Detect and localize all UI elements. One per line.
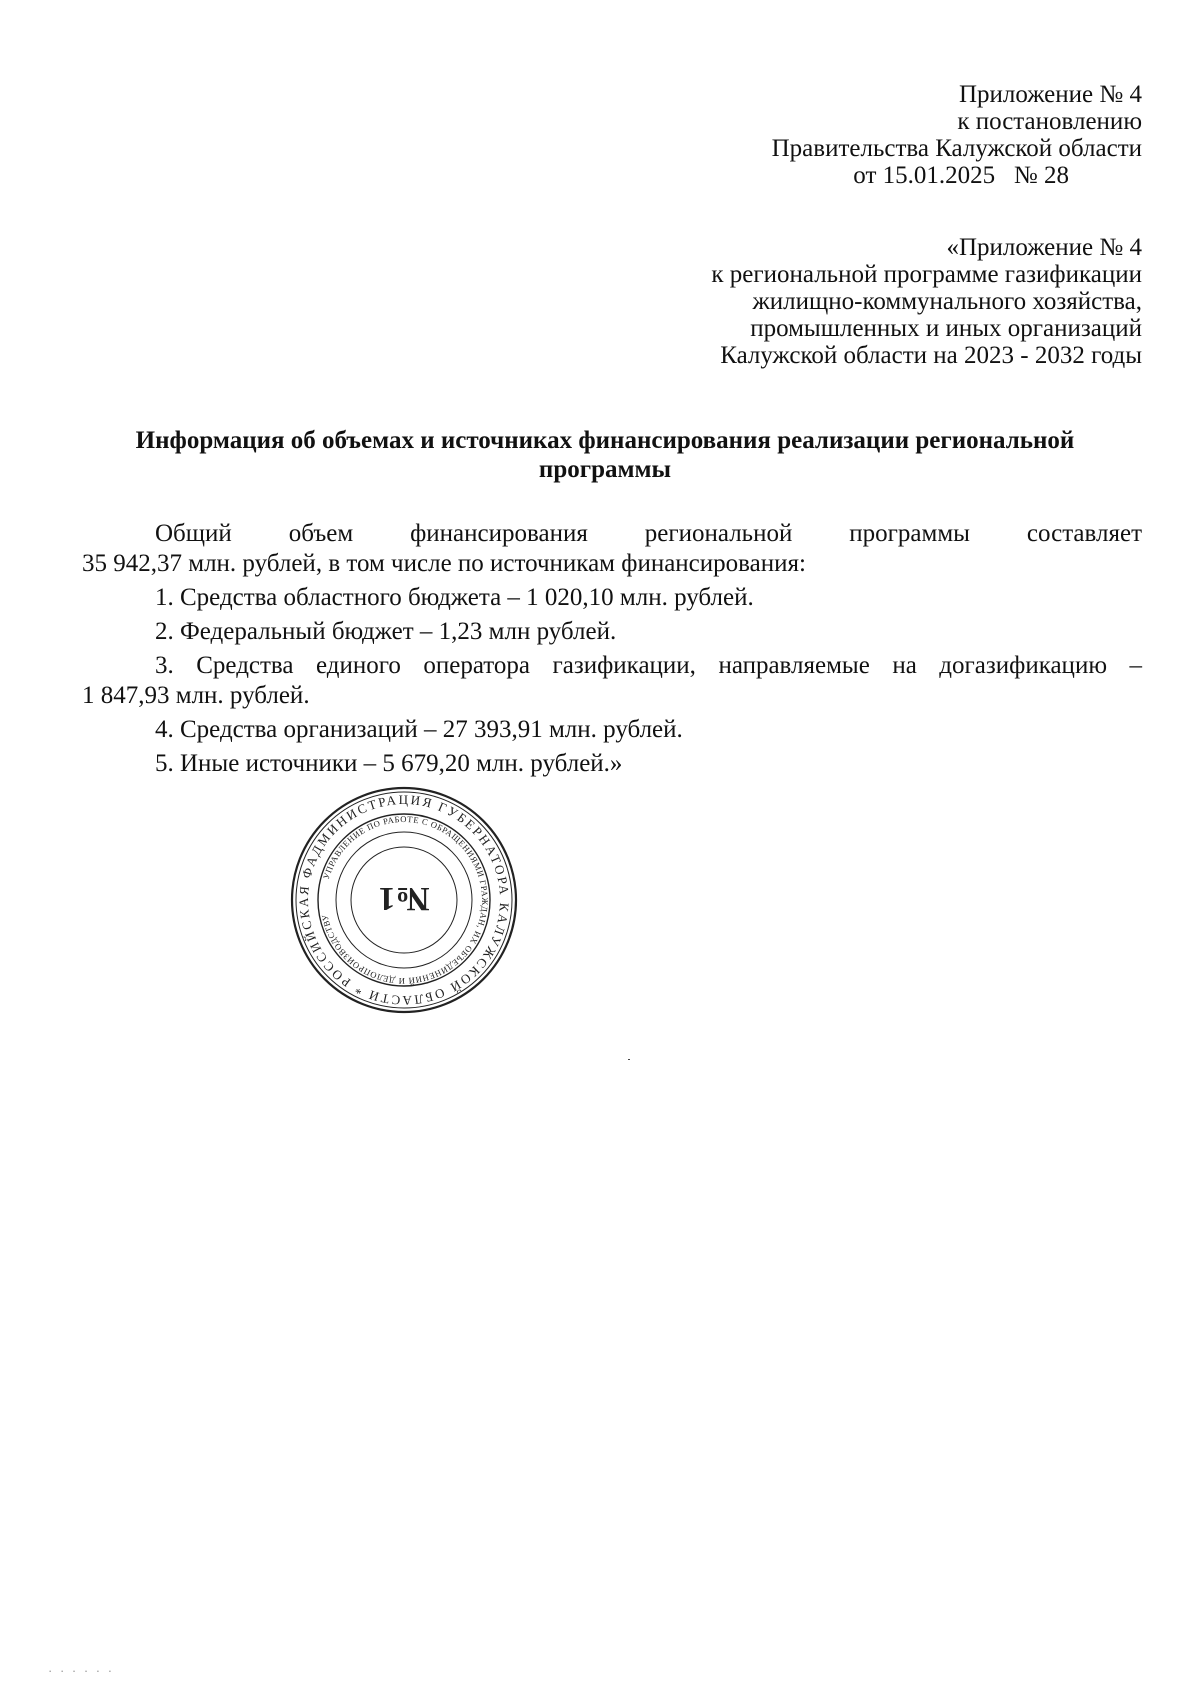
funding-item-3-line-1: 3. Средства единого оператора газификации, направляемые на догазификацию – — [155, 652, 1142, 679]
document-body — [82, 519, 1142, 779]
funding-item-2: 2. Федеральный бюджет – 1,23 млн рублей. — [155, 618, 617, 645]
program-appendix-line: «Приложение № 4 — [946, 234, 1142, 261]
appendix-number-line: Приложение № 4 — [958, 81, 1142, 108]
scan-artifact — [628, 1059, 630, 1060]
funding-item-4: 4. Средства организаций – 27 393,91 млн. рублей. — [155, 716, 683, 743]
title-line-1: Информация об объемах и источниках финансирования реализации региональной — [135, 427, 1075, 454]
resolution-reference — [772, 81, 1142, 189]
seal-inner-text: УПРАВЛЕНИЕ ПО РАБОТЕ С ОБРАЩЕНИЯМИ ГРАЖДАН, ИХ ОБЪЕДИНЕНИЙ И ДЕЛОПРОИЗВОДСТВУ — [319, 813, 491, 987]
document-title — [105, 426, 1105, 484]
funding-item-3 — [82, 651, 1142, 711]
funding-item-1: 1. Средства областного бюджета – 1 020,10 млн. рублей. — [155, 584, 754, 611]
program-appendix-reference — [711, 234, 1142, 369]
resolution-date: от 15.01.2025 — [853, 162, 996, 189]
intro-line-1: Общий объем финансирования региональной программы составляет — [155, 520, 1142, 547]
resolution-line: к постановлению — [957, 108, 1142, 135]
date-number-line — [772, 162, 1142, 189]
funding-item-5: 5. Иные источники – 5 679,20 млн. рублей.» — [155, 750, 623, 777]
resolution-number: № 28 — [1013, 162, 1069, 189]
program-line-4: промышленных и иных организаций — [750, 315, 1142, 342]
government-line: Правительства Калужской области — [771, 135, 1142, 162]
funding-item-3-line-2: 1 847,93 млн. рублей. — [82, 682, 310, 709]
title-line-2: программы — [538, 456, 672, 483]
official-seal-stamp — [290, 786, 518, 1014]
program-line-3: жилищно-коммунального хозяйства, — [752, 288, 1142, 315]
seal-center-number: №1 — [378, 880, 430, 917]
program-line-5: Калужской области на 2023 - 2032 годы — [720, 342, 1142, 369]
program-line-2: к региональной программе газификации — [711, 261, 1142, 288]
intro-paragraph — [82, 519, 1142, 579]
scan-footer-mark: · · · · · · — [48, 1663, 115, 1678]
intro-line-2: 35 942,37 млн. рублей, в том числе по источникам финансирования: — [82, 550, 806, 577]
seal-outer-text: АДМИНИСТРАЦИЯ ГУБЕРНАТОРА КАЛУЖСКОЙ ОБЛАСТИ * РОССИЙСКАЯ ФЕДЕРАЦИЯ — [295, 791, 513, 1009]
